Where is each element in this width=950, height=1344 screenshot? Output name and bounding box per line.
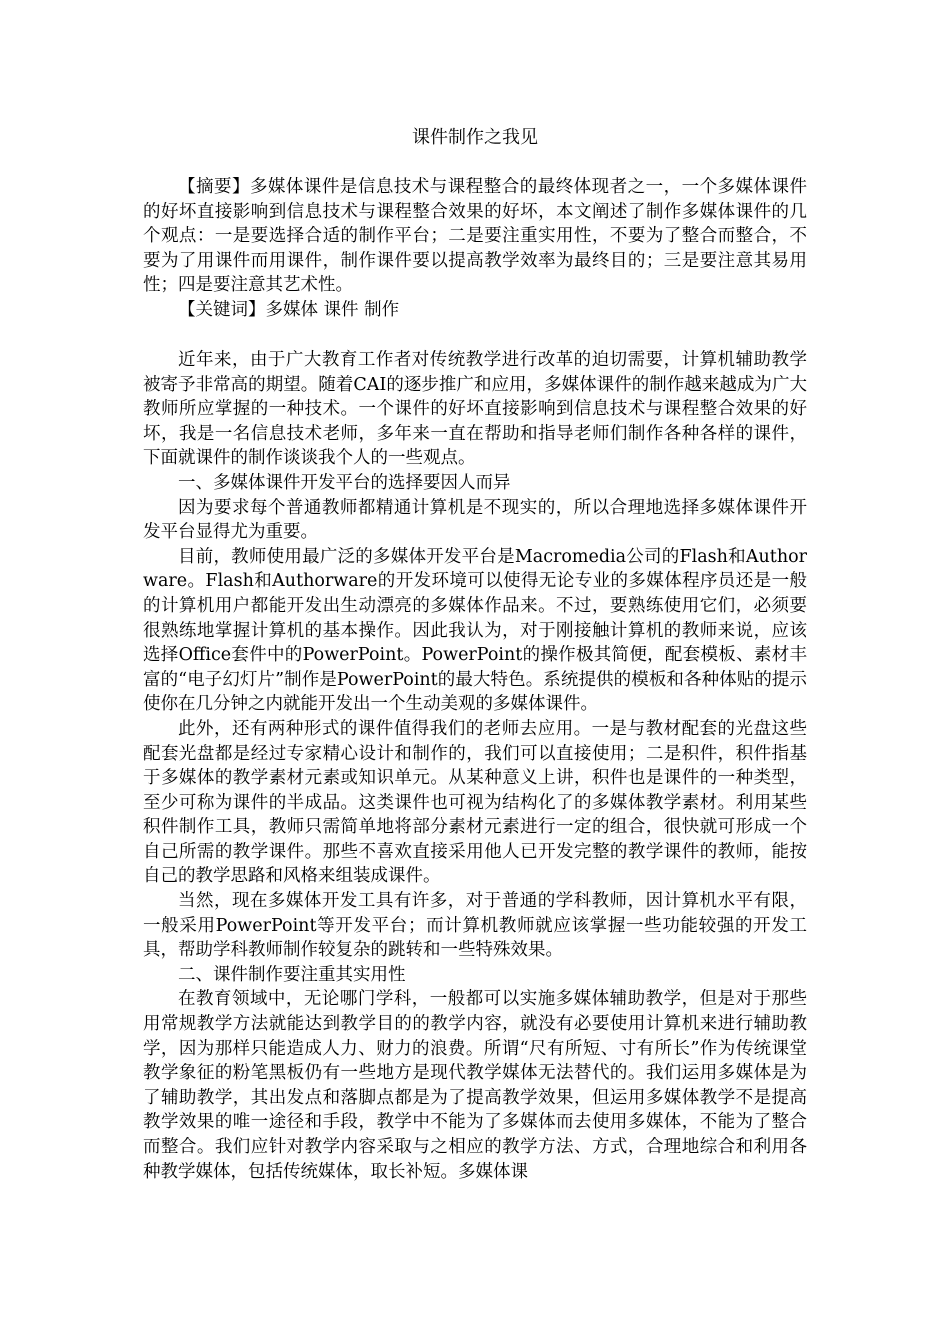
- abstract-paragraph: 【摘要】多媒体课件是信息技术与课程整合的最终体现者之一，一个多媒体课件的好坏直接影响到信息技术与课程整合效果的好坏，本文阐述了制作多媒体课件的几个观点：一是要选择合适的制作平台；二是要注重实用性，不要为了整合而整合，不要为了用课件而用课件，制作课件要以提高教学效率为最终目的；三是要注意其易用性；四是要注意其艺术性。: [143, 177, 807, 296]
- section-heading: 一、多媒体课件开发平台的选择要因人而异: [178, 472, 511, 493]
- body-paragraph: 当然，现在多媒体开发工具有许多，对于普通的学科教师，因计算机水平有限，一般采用PowerPoint等开发平台；而计算机教师就应该掌握一些功能较强的开发工具，帮助学科教师制作较复杂的跳转和一些特殊效果。: [143, 891, 807, 961]
- body-paragraph: 在教育领域中，无论哪门学科，一般都可以实施多媒体辅助教学，但是对于那些用常规教学方法就能达到教学目的的教学内容，就没有必要使用计算机来进行辅助教学，因为那样只能造成人力、财力的浪费。所谓“尺有所短、寸有所长”作为传统课堂教学象征的粉笔黑板仍有一些地方是现代教学媒体无法替代的。我们运用多媒体是为了辅助教学，其出发点和落脚点都是为了提高教学效果，但运用多媒体教学不是提高教学效果的唯一途径和手段，教学中不能为了多媒体而去使用多媒体，不能为了整合而整合。我们应针对教学内容采取与之相应的教学方法、方式，合理地综合和利用各种教学媒体，包括传统媒体，取长补短。多媒体课: [143, 989, 807, 1182]
- body-paragraph: 目前，教师使用最广泛的多媒体开发平台是Macromedia公司的Flash和Authorware。Flash和Authorware的开发环境可以使得无论专业的多媒体程序员还是一般的计算机用户都能开发出生动漂亮的多媒体作品来。不过，要熟练使用它们，必须要很熟练地掌握计算机的基本操作。因此我认为，对于刚接触计算机的教师来说，应该选择Office套件中的PowerPoint。PowerPoint的操作极其简便，配套模板、素材丰富的“电子幻灯片”制作是PowerPoint的最大特色。系统提供的模板和各种体贴的提示使你在几分钟之内就能开发出一个生动美观的多媒体课件。: [143, 546, 807, 715]
- document-title: 课件制作之我见: [412, 127, 538, 148]
- keywords-line: 【关键词】多媒体 课件 制作: [178, 299, 400, 320]
- body-paragraph: 因为要求每个普通教师都精通计算机是不现实的，所以合理地选择多媒体课件开发平台显得尤为重要。: [143, 497, 807, 543]
- body-paragraph: 此外，还有两种形式的课件值得我们的老师去应用。一是与教材配套的光盘这些配套光盘都是经过专家精心设计和制作的，我们可以直接使用；二是积件，积件指基于多媒体的教学素材元素或知识单元。从某种意义上讲，积件也是课件的一种类型，至少可称为课件的半成品。这类课件也可视为结构化了的多媒体教学素材。利用某些积件制作工具，教师只需简单地将部分素材元素进行一定的组合，很快就可形成一个自己所需的教学课件。那些不喜欢直接采用他人已开发完整的教学课件的教师，能按自己的教学思路和风格来组装成课件。: [143, 718, 807, 887]
- abstract-section: [143, 175, 807, 323]
- body-paragraph: 近年来，由于广大教育工作者对传统教学进行改革的迫切需要，计算机辅助教学被寄予非常高的期望。随着CAI的逐步推广和应用，多媒体课件的制作越来越成为广大教师所应掌握的一种技术。一个课件的好坏直接影响到信息技术与课程整合效果的好坏，我是一名信息技术老师，多年来一直在帮助和指导老师们制作各种各样的课件，下面就课件的制作谈谈我个人的一些观点。: [143, 350, 807, 469]
- body-section: [143, 348, 807, 1184]
- section-heading: 二、课件制作要注重其实用性: [178, 964, 406, 985]
